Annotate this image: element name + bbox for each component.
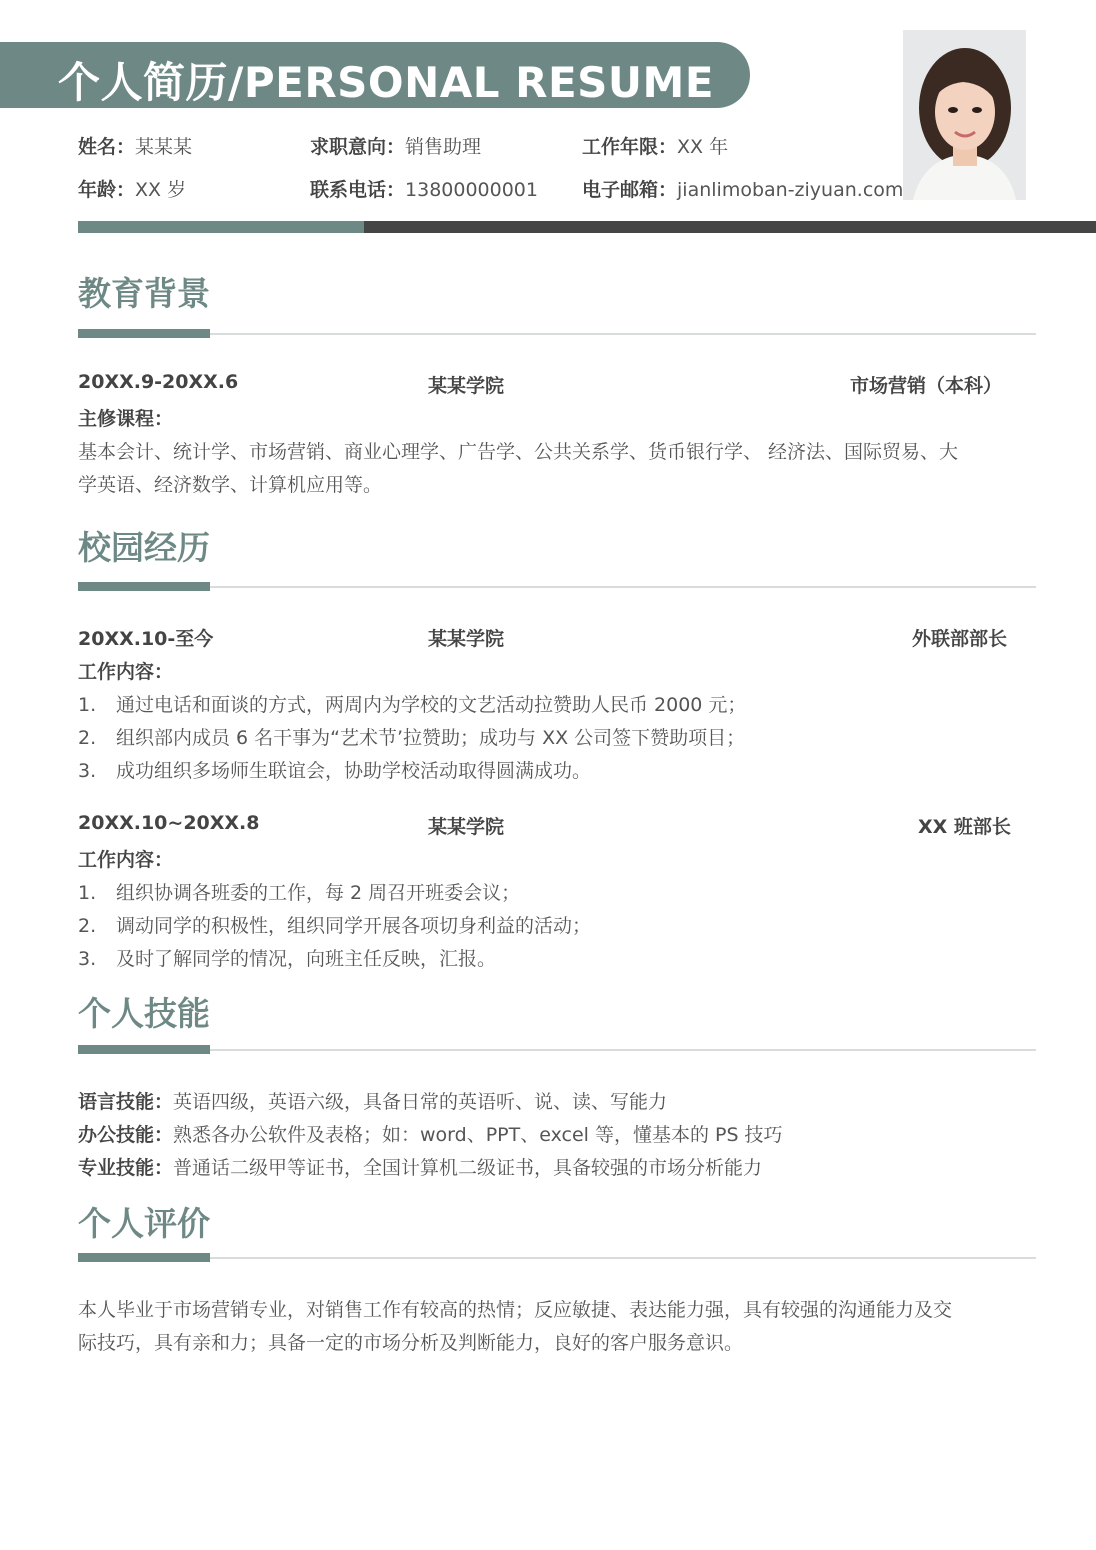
skills-title-line [210, 1049, 1036, 1051]
info-work-years: 工作年限：XX 年 [582, 136, 729, 158]
info-email: 电子邮箱：jianlimoban-ziyuan.com [582, 179, 904, 201]
campus-title-line [210, 586, 1036, 588]
education-courses-line: 学英语、经济数学、计算机应用等。 [78, 474, 383, 496]
education-title-bar [78, 329, 210, 338]
skills-title: 个人技能 [78, 994, 210, 1033]
evaluation-line: 际技巧，具有亲和力；具备一定的市场分析及判断能力，良好的客户服务意识。 [78, 1332, 744, 1354]
campus-entry-school: 某某学院 [428, 628, 505, 650]
evaluation-title-bar [78, 1253, 210, 1262]
campus-entry-date: 20XX.10~20XX.8 [78, 812, 260, 834]
list-item: 3. 及时了解同学的情况，向班主任反映，汇报。 [78, 948, 497, 970]
education-courses-label: 主修课程： [78, 408, 174, 430]
evaluation-title: 个人评价 [78, 1204, 210, 1243]
campus-entry-content-label: 工作内容： [78, 661, 174, 683]
info-job-intention: 求职意向：销售助理 [310, 136, 482, 158]
education-courses-line: 基本会计、统计学、市场营销、商业心理学、广告学、公共关系学、货币银行学、 经济法、国际贸易、大 [78, 441, 959, 463]
profile-photo [903, 30, 1026, 200]
skill-professional: 专业技能：普通话二级甲等证书，全国计算机二级证书，具备较强的市场分析能力 [78, 1157, 763, 1179]
campus-entry-content-label: 工作内容： [78, 849, 174, 871]
education-title: 教育背景 [78, 274, 210, 313]
skills-title-bar [78, 1045, 210, 1054]
education-major: 市场营销（本科） [850, 375, 1003, 397]
info-name: 姓名：某某某 [78, 136, 193, 158]
list-item: 2. 调动同学的积极性，组织同学开展各项切身利益的活动； [78, 915, 592, 937]
list-item: 1. 通过电话和面谈的方式，两周内为学校的文艺活动拉赞助人民币 2000 元； [78, 694, 747, 716]
info-age: 年龄：XX 岁 [78, 179, 187, 201]
campus-title-bar [78, 582, 210, 591]
header-divider-dark [364, 221, 1096, 233]
campus-entry-role: XX 班部长 [918, 816, 1011, 838]
campus-entry-date: 20XX.10-至今 [78, 628, 214, 650]
list-item: 1. 组织协调各班委的工作，每 2 周召开班委会议； [78, 882, 521, 904]
list-item: 3. 成功组织多场师生联谊会，协助学校活动取得圆满成功。 [78, 760, 592, 782]
campus-entry-role: 外联部部长 [912, 628, 1008, 650]
campus-entry-school: 某某学院 [428, 816, 505, 838]
education-date: 20XX.9-20XX.6 [78, 371, 239, 393]
evaluation-title-line [210, 1257, 1036, 1259]
education-title-line [210, 333, 1036, 335]
education-school: 某某学院 [428, 375, 505, 397]
campus-title: 校园经历 [78, 528, 210, 567]
skill-office: 办公技能：熟悉各办公软件及表格；如：word、PPT、excel 等，懂基本的 PS 技巧 [78, 1124, 783, 1146]
portrait-image [903, 30, 1026, 200]
evaluation-line: 本人毕业于市场营销专业，对销售工作有较高的热情；反应敏捷、表达能力强，具有较强的沟通能力及交 [78, 1299, 953, 1321]
list-item: 2. 组织部内成员 6 名干事为“艺术节’拉赞助；成功与 XX 公司签下赞助项目； [78, 727, 746, 749]
header-divider-accent [78, 221, 364, 233]
skill-language: 语言技能：英语四级，英语六级，具备日常的英语听、说、读、写能力 [78, 1091, 668, 1113]
info-phone: 联系电话：13800000001 [310, 179, 538, 201]
resume-title: 个人简历/PERSONAL RESUME [58, 58, 715, 107]
